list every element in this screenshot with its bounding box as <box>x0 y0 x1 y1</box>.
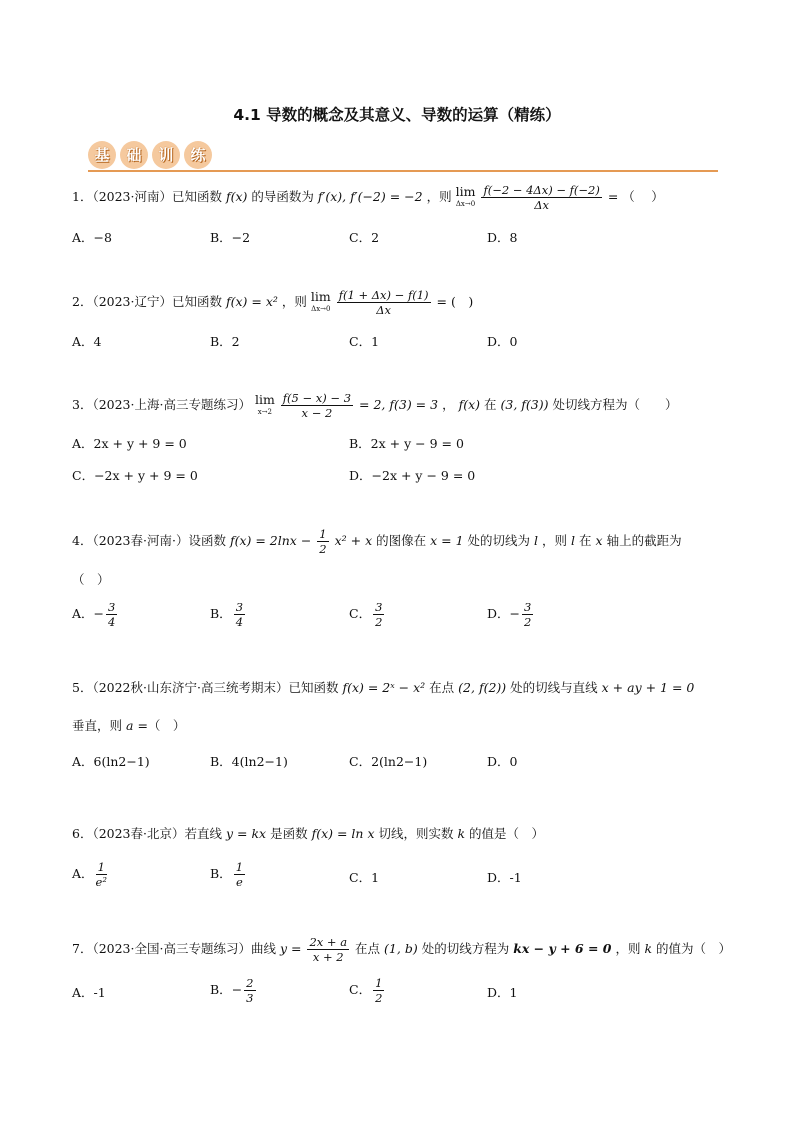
option-label: B． <box>210 982 232 997</box>
numerator: 3 <box>375 600 383 614</box>
question-text: 处的切线为 <box>467 533 531 548</box>
option-b: B．2 <box>210 334 240 349</box>
numerator: 1 <box>319 527 327 541</box>
question-text: 在 <box>484 397 497 412</box>
denominator: e² <box>95 875 107 889</box>
banner-char: 础 <box>120 141 148 169</box>
banner-char: 训 <box>152 141 180 169</box>
denominator: 4 <box>235 615 244 629</box>
option-d: D．0 <box>487 754 518 769</box>
denominator: e <box>235 875 243 889</box>
option-a <box>72 860 109 889</box>
question-text: 6．（2023春·北京）若直线 <box>72 826 222 841</box>
option-d: D．0 <box>487 334 518 349</box>
question-text: 是函数 <box>270 826 308 841</box>
math: x = 1 <box>430 533 464 548</box>
page-title: 4.1 导数的概念及其意义、导数的运算（精练） <box>233 106 561 124</box>
question-text: = ( ) <box>436 294 474 309</box>
math: (3, f(3)) <box>500 397 549 412</box>
question-text: 处的切线方程为 <box>421 941 510 956</box>
math: x² + x <box>334 533 373 548</box>
math: f(x) = 2lnx − <box>229 533 312 548</box>
numerator: 1 <box>96 860 107 875</box>
math: (2, f(2)) <box>458 680 507 695</box>
fraction <box>337 288 431 317</box>
question-text: 7．（2023·全国·高三专题练习）曲线 <box>72 941 276 956</box>
question-6 <box>72 824 544 842</box>
question-5-line2 <box>72 716 185 734</box>
math: f(x) = ln x <box>311 826 375 841</box>
question-1 <box>72 183 664 212</box>
math: = 2, f(3) = 3 <box>359 397 439 412</box>
option-b <box>210 860 247 889</box>
option-label: B． <box>210 866 232 881</box>
question-text: 处的切线与直线 <box>510 680 598 695</box>
question-text: 处切线方程为（ ） <box>552 397 678 412</box>
numerator: 3 <box>108 600 116 614</box>
option-a: A．2x + y + 9 = 0 <box>72 436 187 451</box>
option-b <box>210 600 247 629</box>
denominator: 2 <box>319 542 327 556</box>
banner-char: 基 <box>88 141 116 169</box>
question-text: ，则 <box>426 189 452 204</box>
denominator: Δx <box>534 198 550 212</box>
question-text: 4．（2023春·河南·）设函数 <box>72 533 226 548</box>
math: f(x) <box>225 189 248 204</box>
denominator: x − 2 <box>301 406 333 420</box>
option-c: C．−2x + y + 9 = 0 <box>72 468 198 483</box>
option-sign: − <box>231 982 243 997</box>
question-text: 在点 <box>355 941 381 956</box>
question-text: ，则 <box>542 533 568 548</box>
section-divider <box>88 170 718 172</box>
banner-char: 练 <box>184 141 212 169</box>
limit <box>254 391 275 418</box>
math: (1, b) <box>384 941 418 956</box>
denominator: 2 <box>375 615 383 629</box>
option-b: B．2x + y − 9 = 0 <box>349 436 464 451</box>
option-b: B．4(ln2−1) <box>210 754 288 769</box>
denominator: 2 <box>524 615 532 629</box>
option-a: A．-1 <box>72 985 106 1000</box>
numerator: 1 <box>375 976 383 990</box>
question-text: 在点 <box>429 680 455 695</box>
option-label: C． <box>349 982 372 997</box>
question-text: ，则 <box>281 294 307 309</box>
denominator: 2 <box>375 991 383 1005</box>
option-c <box>349 976 386 1005</box>
denominator: x + 2 <box>312 950 344 964</box>
option-label: A． <box>72 606 94 621</box>
question-7 <box>72 935 731 964</box>
option-sign: − <box>509 606 521 621</box>
math: f(x) <box>458 397 481 412</box>
fraction <box>234 860 245 889</box>
question-5 <box>72 678 694 696</box>
option-d: D．8 <box>487 230 518 245</box>
fraction <box>307 935 349 964</box>
fraction <box>522 600 533 629</box>
fraction <box>481 183 601 212</box>
option-c: C．2 <box>349 230 380 245</box>
option-a <box>72 600 119 629</box>
question-text: 的导函数为 <box>251 189 314 204</box>
option-c <box>349 600 386 629</box>
option-a: A．−8 <box>72 230 112 245</box>
question-text: 3．（2023·上海·高三专题练习） <box>72 397 251 412</box>
question-text: 的值为（ ） <box>656 941 732 956</box>
limit <box>455 183 476 210</box>
question-text: 1．（2023·河南）已知函数 <box>72 189 222 204</box>
option-d: D．-1 <box>487 870 522 885</box>
option-label: A． <box>72 866 94 881</box>
numerator: 1 <box>235 860 244 874</box>
fraction <box>234 600 245 629</box>
question-text: ，则 <box>615 941 641 956</box>
question-text: 轴上的截距为 <box>606 533 682 548</box>
math: x + ay + 1 = 0 <box>601 680 695 695</box>
option-d <box>487 600 535 629</box>
fraction <box>373 600 384 629</box>
option-c: C．2(ln2−1) <box>349 754 428 769</box>
option-c: C．1 <box>349 334 380 349</box>
fraction <box>373 976 384 1005</box>
math: k <box>644 941 653 956</box>
denominator: Δx <box>376 303 392 317</box>
fraction <box>244 976 255 1005</box>
numerator: 3 <box>235 600 244 614</box>
limit-sub: Δx→0 <box>455 199 476 208</box>
numerator: 3 <box>524 600 532 614</box>
math: a <box>126 718 134 733</box>
question-text: = （ ） <box>607 189 664 204</box>
math: l <box>571 533 576 548</box>
question-text: 的图像在 <box>376 533 427 548</box>
question-4-blank: （ ） <box>72 572 110 587</box>
question-text: 2．（2023·辽宁）已知函数 <box>72 294 222 309</box>
option-d: D．−2x + y − 9 = 0 <box>349 468 476 483</box>
math: l <box>534 533 539 548</box>
limit-label: lim <box>310 288 331 304</box>
question-text: 切线，则实数 <box>378 826 454 841</box>
question-3 <box>72 391 678 420</box>
fraction <box>281 391 353 420</box>
numerator: f(−2 − 4Δx) − f(−2) <box>483 183 600 197</box>
option-label: C． <box>349 606 372 621</box>
math: f′(x), f′(−2) = −2 <box>317 189 423 204</box>
limit-label: lim <box>254 391 275 407</box>
denominator: 4 <box>108 615 116 629</box>
math: k <box>457 826 466 841</box>
math: x <box>595 533 603 548</box>
numerator: f(5 − x) − 3 <box>282 391 352 405</box>
question-text: =（ ） <box>137 718 186 733</box>
question-text: 5．（2022秋·山东济宁·高三统考期末）已知函数 <box>72 680 339 695</box>
numerator: 2x + a <box>309 935 348 949</box>
numerator: f(1 + Δx) − f(1) <box>338 288 429 302</box>
option-label: B． <box>210 606 232 621</box>
option-b: B．−2 <box>210 230 251 245</box>
limit <box>310 288 331 315</box>
math: y = kx <box>225 826 267 841</box>
option-a: A．6(ln2−1) <box>72 754 150 769</box>
math: f(x) = 2ˣ − x² <box>342 680 426 695</box>
limit-sub: Δx→0 <box>311 304 331 313</box>
math: y = <box>279 941 302 956</box>
fraction <box>106 600 117 629</box>
math: kx − y + 6 = 0 <box>513 941 612 956</box>
option-a: A．4 <box>72 334 102 349</box>
limit-sub: x→2 <box>257 407 273 416</box>
numerator: 2 <box>246 976 254 990</box>
question-2 <box>72 288 473 317</box>
limit-label: lim <box>455 183 476 199</box>
question-text: 的值是（ ） <box>469 826 545 841</box>
question-4 <box>72 527 682 556</box>
math: f(x) = x² <box>225 294 278 309</box>
option-c: C．1 <box>349 870 380 885</box>
option-b <box>210 976 258 1005</box>
option-sign: − <box>93 606 105 621</box>
question-text: 在 <box>579 533 592 548</box>
fraction <box>317 527 328 556</box>
denominator: 3 <box>246 991 254 1005</box>
option-d: D．1 <box>487 985 518 1000</box>
question-text: ， <box>442 397 455 412</box>
fraction <box>96 860 107 889</box>
option-label: D． <box>487 606 510 621</box>
question-text: 垂直，则 <box>72 718 123 733</box>
